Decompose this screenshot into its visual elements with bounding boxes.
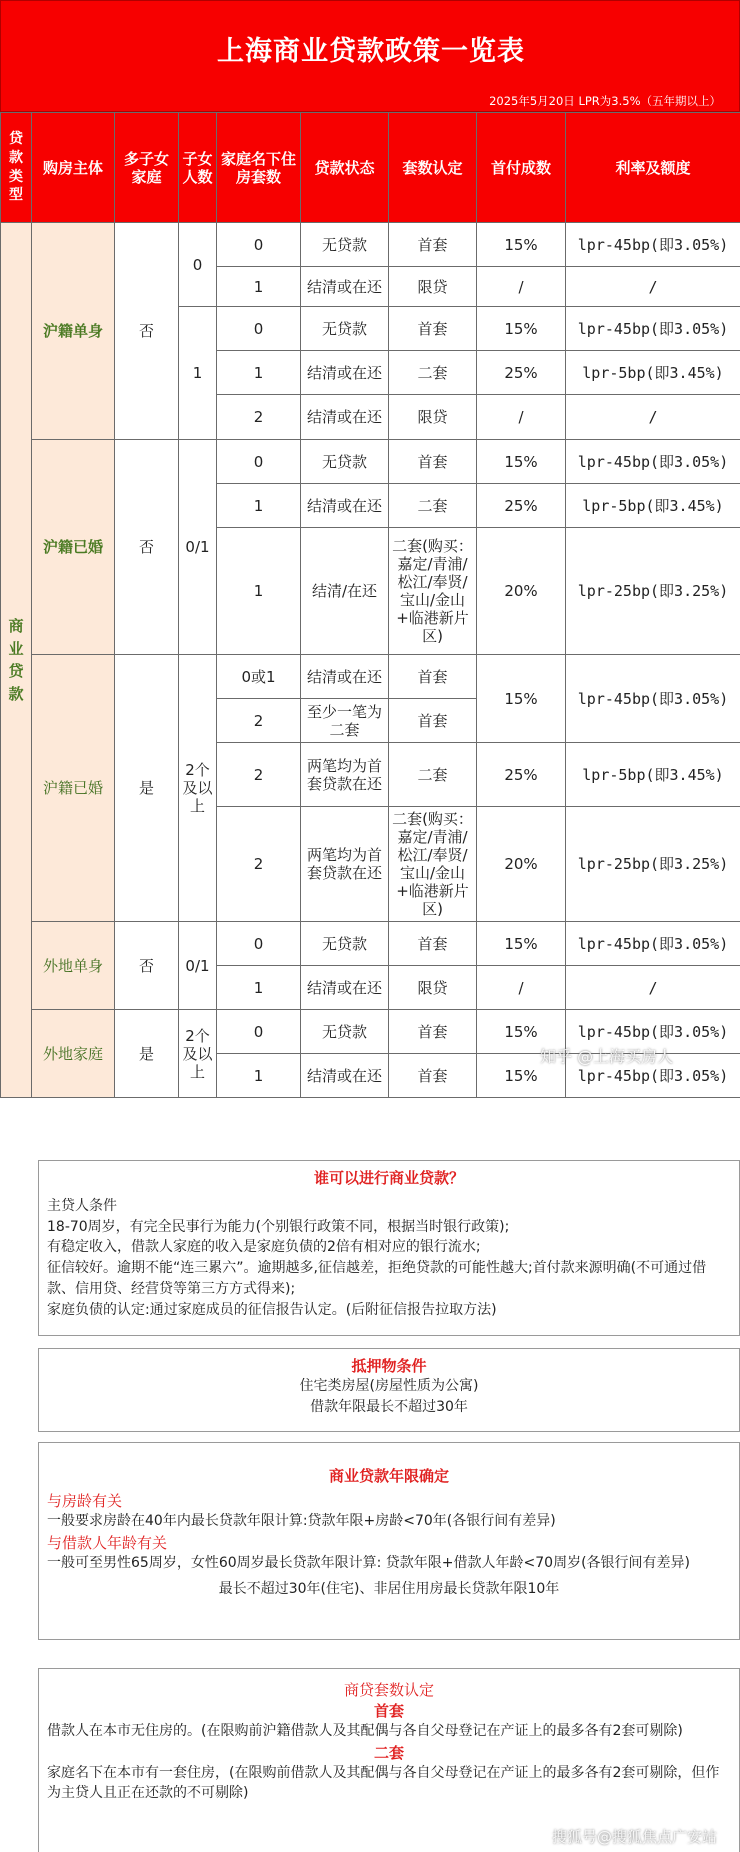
houses-cell: 2	[217, 743, 301, 807]
recognition-cell: 二套	[389, 351, 477, 395]
houses-cell: 2	[217, 699, 301, 743]
down-payment-cell: 15%	[477, 223, 566, 267]
subject-cell: 沪籍已婚	[32, 655, 115, 922]
houses-cell: 0	[217, 223, 301, 267]
table-row	[1, 440, 740, 484]
status-cell: 结清或在还	[301, 966, 389, 1010]
rate-cell: lpr-5bp(即3.45%)	[566, 351, 740, 395]
col-rate: 利率及额度	[566, 113, 740, 223]
recognition-cell: 限贷	[389, 966, 477, 1010]
status-cell: 无贷款	[301, 922, 389, 966]
down-payment-cell: /	[477, 395, 566, 440]
recognition-cell: 首套	[389, 223, 477, 267]
down-payment-cell: 15%	[477, 440, 566, 484]
houses-cell: 1	[217, 351, 301, 395]
section-line: 18-70周岁，有完全民事行为能力(个别银行政策不同，根据当时银行政策);	[47, 1218, 510, 1235]
rate-cell: lpr-45bp(即3.05%)	[566, 922, 740, 966]
col-down-payment: 首付成数	[477, 113, 566, 223]
rate-cell: /	[566, 966, 740, 1010]
recognition-cell: 首套	[389, 307, 477, 351]
subject-cell: 沪籍已婚	[32, 440, 115, 655]
multi-child-cell: 是	[115, 1010, 179, 1098]
rate-cell: lpr-5bp(即3.45%)	[566, 484, 740, 528]
section-line: 最长不超过30年(住宅)、非居住用房最长贷款年限10年	[218, 1581, 560, 1598]
rate-cell: /	[566, 267, 740, 307]
col-multi-child: 多子女家庭	[115, 113, 179, 223]
children-cell: 0/1	[179, 922, 217, 1010]
section-line: 主贷人条件	[47, 1198, 117, 1214]
houses-cell: 1	[217, 484, 301, 528]
houses-cell: 0或1	[217, 655, 301, 699]
status-cell: 至少一笔为二套	[301, 699, 389, 743]
section-line: 一般要求房龄在40年内最长贷款年限计算:贷款年限+房龄<70年(各银行间有差异)	[47, 1513, 556, 1529]
multi-child-cell: 否	[115, 440, 179, 655]
recognition-cell: 二套	[389, 484, 477, 528]
houses-cell: 1	[217, 528, 301, 655]
section-line: 家庭名下在本市有一套住房，(在限购前借款人及其配偶与各自父母登记在产证上的最多各有2套可剔除，但作为主贷人且正在还款的不可剔除)	[47, 1764, 720, 1802]
houses-cell: 0	[217, 440, 301, 484]
subject-cell: 沪籍单身	[32, 223, 115, 440]
loan-term-section	[38, 1442, 740, 1640]
section-line: 家庭负债的认定:通过家庭成员的征信报告认定。(后附征信报告拉取方法)	[47, 1301, 497, 1318]
table-row	[1, 922, 740, 966]
down-payment-cell: 20%	[477, 807, 566, 922]
section-title: 商业贷款年限确定	[328, 1467, 449, 1485]
children-cell: 1	[179, 307, 217, 440]
subject-cell: 外地家庭	[32, 1010, 115, 1098]
status-cell: 结清或在还	[301, 351, 389, 395]
recognition-cell: 二套	[389, 743, 477, 807]
status-cell: 结清或在还	[301, 1054, 389, 1098]
subheading-second-house: 二套	[373, 1743, 404, 1762]
down-payment-cell: 15%	[477, 922, 566, 966]
subheading-house-age: 与房龄有关	[47, 1492, 123, 1510]
houses-cell: 1	[217, 267, 301, 307]
status-cell: 无贷款	[301, 1010, 389, 1054]
houses-cell: 0	[217, 1010, 301, 1054]
recognition-cell: 限贷	[389, 395, 477, 440]
recognition-cell: 首套	[389, 699, 477, 743]
col-recognition: 套数认定	[389, 113, 477, 223]
subject-cell: 外地单身	[32, 922, 115, 1010]
section-line: 有稳定收入，借款人家庭的收入是家庭负债的2倍有相对应的银行流水;	[47, 1239, 481, 1256]
houses-cell: 1	[217, 1054, 301, 1098]
status-cell: 结清/在还	[301, 528, 389, 655]
rate-cell: lpr-45bp(即3.05%)	[566, 223, 740, 267]
recognition-cell: 二套(购买：嘉定/青浦/松江/奉贤/宝山/金山+临港新片区)	[389, 807, 477, 922]
status-cell: 结清或在还	[301, 655, 389, 699]
children-cell: 2个及以上	[179, 1010, 217, 1098]
status-cell: 结清或在还	[301, 395, 389, 440]
table-header-row	[1, 113, 740, 223]
watermark-sohu: 搜狐号@搜狐焦点广安站	[552, 1828, 718, 1846]
recognition-cell: 首套	[389, 1054, 477, 1098]
subheading-borrower-age: 与借款人年龄有关	[47, 1533, 168, 1552]
status-cell: 结清或在还	[301, 484, 389, 528]
rate-cell: lpr-45bp(即3.05%)	[566, 1010, 740, 1054]
rate-cell: lpr-25bp(即3.25%)	[566, 807, 740, 922]
page-title: 上海商业贷款政策一览表	[217, 36, 525, 67]
col-children: 子女人数	[179, 113, 217, 223]
down-payment-cell: 15%	[477, 1054, 566, 1098]
col-houses: 家庭名下住房套数	[217, 113, 301, 223]
houses-cell: 1	[217, 966, 301, 1010]
status-cell: 无贷款	[301, 307, 389, 351]
recognition-cell: 首套	[389, 1010, 477, 1054]
section-line: 征信较好。逾期不能“连三累六”。逾期越多,征信越差，拒绝贷款的可能性越大;首付款来源明确(不可通过借款、信用贷、经营贷等第三方方式得来);	[47, 1260, 707, 1297]
houses-cell: 2	[217, 807, 301, 922]
rate-cell: lpr-5bp(即3.45%)	[566, 743, 740, 807]
multi-child-cell: 否	[115, 922, 179, 1010]
rate-cell: /	[566, 395, 740, 440]
col-status: 贷款状态	[301, 113, 389, 223]
lpr-note: 2025年5月20日 LPR为3.5%（五年期以上）	[489, 94, 721, 108]
section-line: 一般可至男性65周岁，女性60周岁最长贷款年限计算: 贷款年限+借款人年龄<70周岁(各银行间有差异)	[47, 1554, 690, 1571]
down-payment-cell: 15%	[477, 307, 566, 351]
down-payment-cell: /	[477, 267, 566, 307]
multi-child-cell: 是	[115, 655, 179, 922]
houses-cell: 0	[217, 307, 301, 351]
down-payment-cell: /	[477, 966, 566, 1010]
rate-cell: lpr-45bp(即3.05%)	[566, 655, 740, 743]
down-payment-cell: 25%	[477, 743, 566, 807]
status-cell: 两笔均为首套贷款在还	[301, 743, 389, 807]
houses-cell: 2	[217, 395, 301, 440]
down-payment-cell: 15%	[477, 655, 566, 743]
recognition-cell: 首套	[389, 922, 477, 966]
rate-cell: lpr-45bp(即3.05%)	[566, 440, 740, 484]
status-cell: 两笔均为首套贷款在还	[301, 807, 389, 922]
house-count-section	[38, 1668, 740, 1852]
recognition-cell: 二套(购买：嘉定/青浦/松江/奉贤/宝山/金山+临港新片区)	[389, 528, 477, 655]
col-loan-type: 贷款类型	[1, 113, 32, 223]
status-cell: 无贷款	[301, 440, 389, 484]
status-cell: 无贷款	[301, 223, 389, 267]
section-title: 谁可以进行商业贷款？	[313, 1169, 464, 1187]
section-line: 住宅类房屋(房屋性质为公寓)	[299, 1378, 479, 1394]
rate-cell: lpr-45bp(即3.05%)	[566, 1054, 740, 1098]
recognition-cell: 限贷	[389, 267, 477, 307]
rate-cell: lpr-25bp(即3.25%)	[566, 528, 740, 655]
rate-cell: lpr-45bp(即3.05%)	[566, 307, 740, 351]
table-header-banner	[0, 0, 740, 112]
recognition-cell: 首套	[389, 440, 477, 484]
down-payment-cell: 25%	[477, 484, 566, 528]
collateral-section	[38, 1348, 740, 1432]
section-line: 借款年限最长不超过30年	[310, 1398, 468, 1415]
loan-type-cell: 商业贷款	[1, 223, 32, 1098]
section-title: 抵押物条件	[351, 1357, 427, 1375]
down-payment-cell: 25%	[477, 351, 566, 395]
children-cell: 0/1	[179, 440, 217, 655]
houses-cell: 0	[217, 922, 301, 966]
children-cell: 0	[179, 223, 217, 307]
loan-policy-table	[0, 112, 740, 1098]
multi-child-cell: 否	[115, 223, 179, 440]
watermark-zhihu: 知乎 @上海买房人	[540, 1047, 674, 1066]
section-line: 借款人在本市无住房的。(在限购前沪籍借款人及其配偶与各自父母登记在产证上的最多各有2套可剔除)	[47, 1723, 683, 1739]
children-cell: 2个及以上	[179, 655, 217, 922]
subheading-first-house: 首套	[373, 1702, 404, 1720]
borrower-conditions-section	[38, 1160, 740, 1336]
recognition-cell: 首套	[389, 655, 477, 699]
down-payment-cell: 20%	[477, 528, 566, 655]
section-title: 商贷套数认定	[343, 1681, 434, 1699]
status-cell: 结清或在还	[301, 267, 389, 307]
down-payment-cell: 15%	[477, 1010, 566, 1054]
table-row	[1, 655, 740, 699]
col-subject: 购房主体	[32, 113, 115, 223]
table-row	[1, 223, 740, 267]
